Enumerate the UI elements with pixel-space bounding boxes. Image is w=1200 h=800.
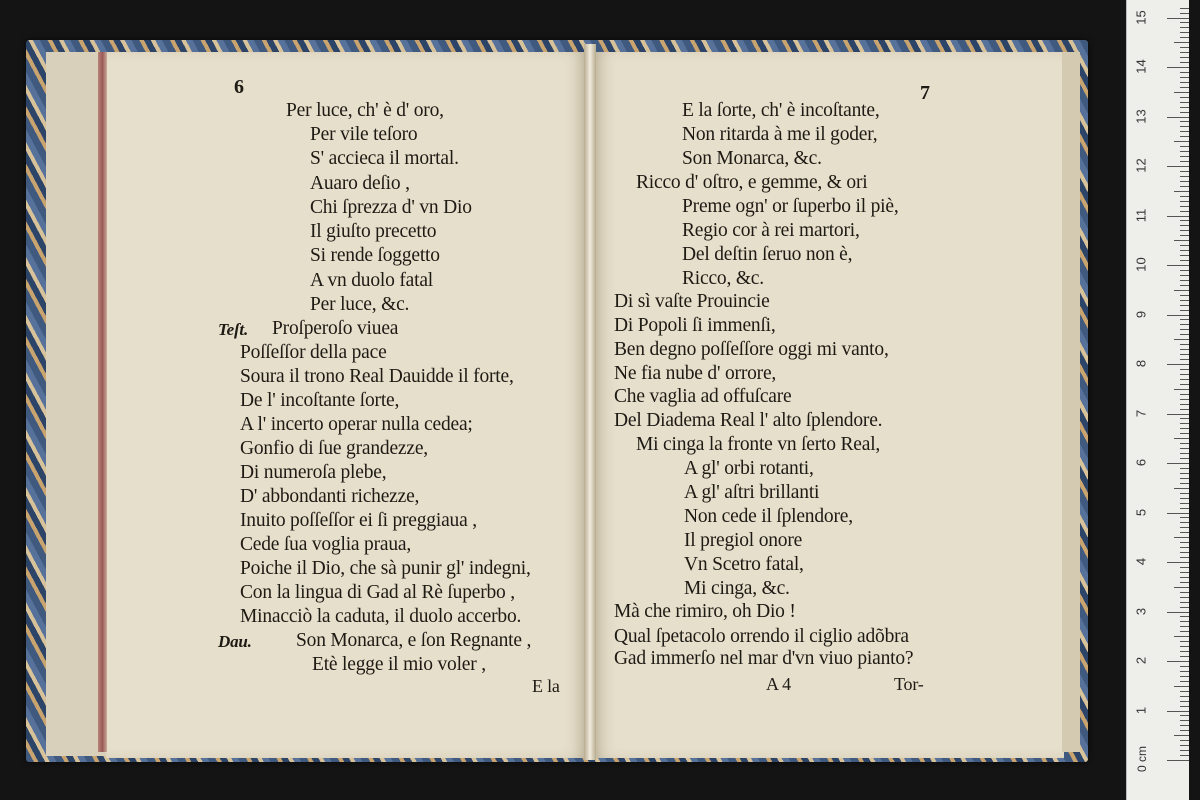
ruler-number: 12 [1133, 158, 1149, 173]
ruler-tick [1180, 87, 1189, 88]
ruler-tick [1180, 295, 1189, 296]
ruler-tick [1180, 701, 1189, 702]
ruler-tick [1180, 136, 1189, 137]
right-pastedown [1062, 52, 1080, 752]
ruler-tick [1180, 621, 1189, 622]
ruler-tick [1180, 567, 1189, 568]
ruler-tick [1180, 646, 1189, 647]
right-line: Mi cinga la fronte vn ſerto Real, [636, 434, 881, 455]
ruler-tick [1180, 418, 1189, 419]
ruler-tick [1180, 433, 1189, 434]
ruler-tick [1167, 315, 1189, 316]
ruler-tick [1180, 671, 1189, 672]
ruler-tick [1180, 245, 1189, 246]
ruler-tick [1180, 508, 1189, 509]
ruler-tick [1180, 131, 1189, 132]
ruler-tick [1174, 587, 1189, 588]
left-line: Chi ſprezza d' vn Dio [310, 197, 472, 218]
left-line: A l' incerto operar nulla cedea; [240, 414, 473, 435]
ruler-number: 14 [1133, 59, 1149, 74]
ruler-tick [1180, 37, 1189, 38]
ruler-tick [1174, 488, 1189, 489]
ruler-tick [1174, 438, 1189, 439]
right-line: Preme ogn' or ſuperbo il piè, [682, 196, 899, 217]
speaker-label: Dau. [218, 632, 252, 651]
right-line: Mi cinga, &c. [684, 578, 790, 599]
ruler-tick [1180, 300, 1189, 301]
ruler-tick [1180, 631, 1189, 632]
ruler-number: 9 [1133, 310, 1149, 318]
left-line: Etè legge il mio voler , [312, 654, 486, 675]
ruler-tick [1180, 97, 1189, 98]
left-line: Poiche il Dio, che sà punir gl' indegni, [240, 558, 531, 579]
signature-mark: A 4 [766, 674, 791, 694]
ruler-tick [1180, 181, 1189, 182]
ruler-tick [1180, 280, 1189, 281]
left-line: Per vile teſoro [310, 124, 418, 145]
ruler-tick [1180, 102, 1189, 103]
ruler-tick [1180, 270, 1189, 271]
ruler-tick [1180, 171, 1189, 172]
right-line: A gl' aſtri brillanti [684, 482, 820, 503]
ruler-tick [1180, 517, 1189, 518]
ruler-tick [1180, 329, 1189, 330]
right-line: Del Diadema Real l' alto ſplendore. [614, 410, 883, 431]
ruler-tick [1180, 285, 1189, 286]
ruler-tick [1180, 468, 1189, 469]
ruler-tick [1180, 651, 1189, 652]
ruler-tick [1180, 681, 1189, 682]
ruler-tick [1180, 186, 1189, 187]
ruler-tick [1180, 582, 1189, 583]
ruler-tick [1174, 537, 1189, 538]
ruler-tick [1174, 339, 1189, 340]
left-line: Per luce, ch' è d' oro, [286, 100, 444, 121]
left-line: Soura il trono Real Dauidde il forte, [240, 366, 514, 387]
left-line: Poſſeſſor della pace [240, 342, 387, 363]
ruler-tick [1180, 720, 1189, 721]
ruler-tick [1167, 463, 1189, 464]
left-line: Il giuſto precetto [310, 221, 437, 242]
left-catchword: E la [532, 676, 560, 696]
right-line: Mà che rimiro, oh Dio ! [614, 601, 796, 622]
ruler-tick [1180, 22, 1189, 23]
ruler-tick [1180, 394, 1189, 395]
ruler-unit: 0 cm [1135, 746, 1149, 773]
ruler-tick [1180, 602, 1189, 603]
left-line: Proſperoſo viuea [272, 318, 399, 339]
ruler-tick [1180, 126, 1189, 127]
ruler-tick [1167, 711, 1189, 712]
ruler-tick [1180, 62, 1189, 63]
ruler-number: 1 [1133, 706, 1149, 714]
ruler-number: 13 [1133, 108, 1149, 124]
left-line: Di numeroſa plebe, [240, 462, 387, 483]
ruler-tick [1180, 572, 1189, 573]
ruler-tick [1167, 216, 1189, 217]
ruler-tick [1167, 414, 1189, 415]
left-line: D' abbondanti richezze, [240, 486, 420, 507]
ruler-tick [1180, 755, 1189, 756]
ruler-tick [1180, 607, 1189, 608]
ruler-tick [1180, 448, 1189, 449]
right-line: E la ſorte, ch' è incoſtante, [682, 100, 880, 121]
ruler-tick [1180, 72, 1189, 73]
ruler-tick [1167, 760, 1189, 761]
ruler-tick [1180, 82, 1189, 83]
ruler-tick [1174, 92, 1189, 93]
ruler-tick [1180, 324, 1189, 325]
ruler-tick [1167, 265, 1189, 266]
ruler-tick [1180, 151, 1189, 152]
ruler-tick [1180, 27, 1189, 28]
page-edge [98, 52, 107, 752]
ruler-tick [1180, 616, 1189, 617]
ruler-tick [1180, 8, 1189, 9]
left-line: Con la lingua di Gad al Rè ſuperbo , [240, 582, 515, 603]
right-line: Non ritarda à me il goder, [682, 124, 878, 145]
ruler-tick [1180, 656, 1189, 657]
ruler-tick [1180, 230, 1189, 231]
ruler-tick [1180, 146, 1189, 147]
right-line: A gl' orbi rotanti, [684, 458, 814, 479]
ruler-tick [1180, 305, 1189, 306]
ruler-tick [1180, 503, 1189, 504]
ruler-tick [1180, 374, 1189, 375]
ruler-tick [1167, 166, 1189, 167]
ruler-tick [1180, 423, 1189, 424]
ruler-tick [1167, 18, 1189, 19]
ruler-tick [1180, 196, 1189, 197]
ruler-tick [1180, 379, 1189, 380]
ruler-tick [1180, 498, 1189, 499]
right-line: Di sì vaſte Prouincie [614, 291, 770, 312]
ruler-number: 4 [1133, 557, 1149, 566]
ruler-tick [1180, 384, 1189, 385]
ruler-tick [1180, 691, 1189, 692]
right-line: Son Monarca, &c. [682, 148, 822, 169]
ruler-tick [1180, 641, 1189, 642]
right-line: Che vaglia ad offuſcare [614, 386, 792, 407]
right-line: Ben degno poſſeſſore oggi mi vanto, [614, 339, 889, 360]
ruler-tick [1174, 141, 1189, 142]
measurement-ruler [1126, 0, 1189, 800]
ruler-tick [1180, 334, 1189, 335]
ruler-tick [1174, 240, 1189, 241]
ruler-tick [1180, 478, 1189, 479]
ruler-tick [1180, 750, 1189, 751]
ruler-tick [1174, 636, 1189, 637]
ruler-tick [1180, 493, 1189, 494]
right-line: Ricco d' oſtro, e gemme, & ori [636, 172, 868, 193]
ruler-tick [1180, 676, 1189, 677]
left-line: Si rende ſoggetto [310, 245, 440, 266]
ruler-tick [1180, 522, 1189, 523]
ruler-tick [1167, 513, 1189, 514]
ruler-tick [1180, 255, 1189, 256]
book-gutter [584, 44, 596, 760]
ruler-tick [1180, 725, 1189, 726]
right-catchword: Tor- [894, 674, 924, 694]
right-line: Non cede il ſplendore, [684, 506, 853, 527]
ruler-tick [1180, 57, 1189, 58]
left-line: Gonfio di ſue grandezze, [240, 438, 428, 459]
ruler-tick [1180, 715, 1189, 716]
ruler-number: 8 [1133, 359, 1149, 368]
ruler-tick [1180, 399, 1189, 400]
ruler-tick [1180, 275, 1189, 276]
left-line: Minacciò la caduta, il duolo accerbo. [240, 606, 522, 627]
right-line: Regio cor à rei martori, [682, 220, 860, 241]
ruler-tick [1180, 453, 1189, 454]
ruler-number: 2 [1133, 656, 1149, 665]
ruler-tick [1167, 364, 1189, 365]
ruler-tick [1180, 344, 1189, 345]
left-line: S' accieca il mortal. [310, 148, 459, 169]
ruler-tick [1180, 260, 1189, 261]
ruler-tick [1180, 319, 1189, 320]
left-line: Auaro deſio , [310, 173, 410, 194]
right-line: Vn Scetro fatal, [684, 554, 804, 575]
left-line: Cede ſua voglia praua, [240, 534, 412, 555]
ruler-tick [1180, 458, 1189, 459]
ruler-tick [1180, 121, 1189, 122]
ruler-tick [1180, 409, 1189, 410]
ruler-tick [1180, 47, 1189, 48]
ruler-tick [1180, 354, 1189, 355]
ruler-tick [1180, 176, 1189, 177]
ruler-tick [1167, 117, 1189, 118]
ruler-tick [1180, 225, 1189, 226]
ruler-tick [1167, 612, 1189, 613]
ruler-tick [1180, 77, 1189, 78]
right-line: Ricco, &c. [682, 268, 764, 289]
ruler-tick [1180, 112, 1189, 113]
ruler-tick [1180, 552, 1189, 553]
ruler-tick [1180, 250, 1189, 251]
ruler-tick [1180, 13, 1189, 14]
ruler-tick [1180, 206, 1189, 207]
ruler-tick [1174, 735, 1189, 736]
ruler-tick [1174, 191, 1189, 192]
ruler-tick [1180, 156, 1189, 157]
ruler-tick [1180, 532, 1189, 533]
ruler-tick [1180, 730, 1189, 731]
ruler-tick [1180, 52, 1189, 53]
ruler-tick [1180, 404, 1189, 405]
left-line: A vn duolo fatal [310, 270, 433, 291]
ruler-tick [1180, 235, 1189, 236]
ruler-tick [1180, 349, 1189, 350]
ruler-tick [1180, 527, 1189, 528]
ruler-tick [1167, 67, 1189, 68]
ruler-tick [1180, 443, 1189, 444]
right-line: Di Popoli ſi immenſi, [614, 315, 776, 336]
ruler-tick [1180, 359, 1189, 360]
right-line: Ne fia nube d' orrore, [614, 363, 777, 384]
ruler-tick [1180, 696, 1189, 697]
right-line: Gad immerſo nel mar d'vn viuo pianto? [614, 648, 914, 669]
ruler-tick [1180, 626, 1189, 627]
ruler-tick [1180, 577, 1189, 578]
ruler-number: 7 [1133, 409, 1149, 417]
ruler-tick [1180, 201, 1189, 202]
ruler-tick [1180, 211, 1189, 212]
ruler-tick [1180, 542, 1189, 543]
left-line: Per luce, &c. [310, 294, 410, 315]
ruler-tick [1180, 483, 1189, 484]
ruler-tick [1180, 428, 1189, 429]
ruler-tick [1174, 290, 1189, 291]
ruler-tick [1180, 32, 1189, 33]
left-line: Inuito poſſeſſor ei ſi preggiaua , [240, 510, 477, 531]
ruler-tick [1174, 686, 1189, 687]
ruler-number: 15 [1133, 9, 1149, 25]
ruler-tick [1167, 562, 1189, 563]
speaker-label: Teſt. [218, 320, 249, 339]
ruler-tick [1167, 661, 1189, 662]
left-line: Son Monarca, e ſon Regnante , [296, 630, 532, 651]
ruler-tick [1180, 592, 1189, 593]
ruler-tick [1174, 42, 1189, 43]
ruler-tick [1180, 473, 1189, 474]
ruler-tick [1180, 161, 1189, 162]
ruler-tick [1180, 706, 1189, 707]
ruler-number: 5 [1133, 508, 1149, 516]
ruler-tick [1180, 597, 1189, 598]
ruler-tick [1174, 389, 1189, 390]
ruler-number: 11 [1133, 208, 1149, 222]
ruler-tick [1180, 557, 1189, 558]
right-page-number: 7 [920, 82, 930, 104]
right-line: Del deſtin ſeruo non è, [682, 244, 853, 265]
ruler-tick [1180, 745, 1189, 746]
ruler-tick [1180, 107, 1189, 108]
ruler-tick [1180, 310, 1189, 311]
left-page-number: 6 [234, 76, 244, 98]
left-line: De l' incoſtante ſorte, [240, 390, 400, 411]
ruler-tick [1180, 369, 1189, 370]
right-line: Il pregiol onore [684, 530, 803, 551]
right-line: Qual ſpetacolo orrendo il ciglio adõbra [614, 626, 909, 647]
ruler-number: 6 [1133, 458, 1149, 467]
ruler-number: 3 [1133, 607, 1149, 615]
ruler-tick [1180, 220, 1189, 221]
ruler-tick [1180, 547, 1189, 548]
left-pastedown [46, 52, 106, 756]
ruler-number: 10 [1133, 257, 1149, 272]
ruler-tick [1180, 740, 1189, 741]
ruler-tick [1180, 666, 1189, 667]
